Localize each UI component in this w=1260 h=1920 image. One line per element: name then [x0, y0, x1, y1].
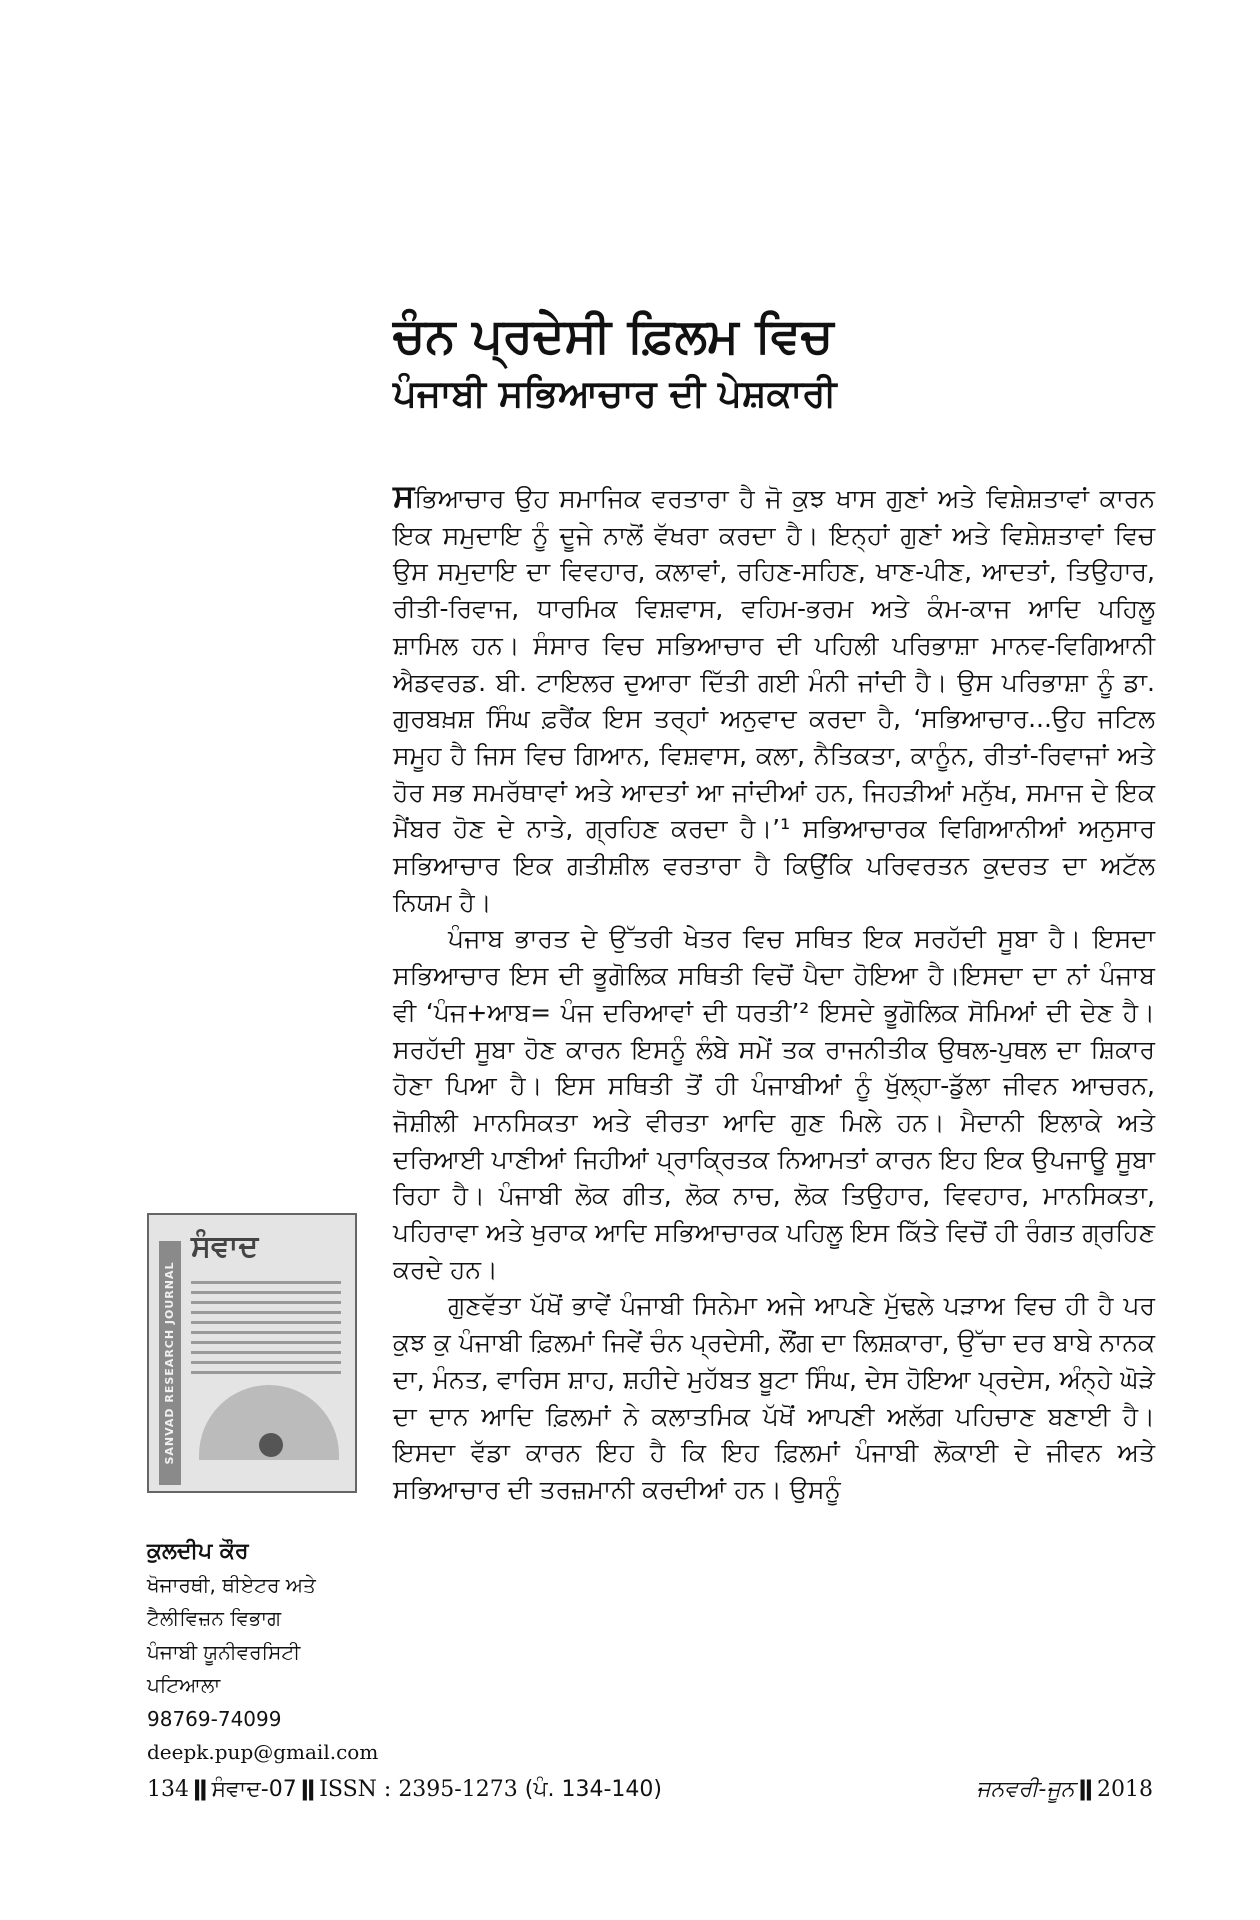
paragraph-2: ਪੰਜਾਬ ਭਾਰਤ ਦੇ ਉੱਤਰੀ ਖੇਤਰ ਵਿਚ ਸਥਿਤ ਇਕ ਸਰਹੱਦੀ ਸੂਬਾ ਹੈ। ਇਸਦਾ ਸਭਿਆਚਾਰ ਇਸ ਦੀ ਭੂਗੋਲਿਕ ਸਥਿਤੀ ਵਿਚੋਂ ਪੈਦਾ ਹੋਇਆ ਹੈ।ਇਸਦਾ ਦਾ ਨਾਂ ਪੰਜਾਬ ਵੀ ‘ਪੰਜ+ਆਬ= ਪੰਜ ਦਰਿਆਵਾਂ ਦੀ ਧਰਤੀ’² ਇਸਦੇ ਭੂਗੋਲਿਕ ਸੋਮਿਆਂ ਦੀ ਦੇਣ ਹੈ। ਸਰਹੱਦੀ ਸੂਬਾ ਹੋਣ ਕਾਰਨ ਇਸਨੂੰ ਲੰਬੇ ਸਮੇਂ ਤਕ ਰਾਜਨੀਤੀਕ ਉਥਲ-ਪੁਥਲ ਦਾ ਸ਼ਿਕਾਰ ਹੋਣਾ ਪਿਆ ਹੈ। ਇਸ ਸਥਿਤੀ ਤੋਂ ਹੀ ਪੰਜਾਬੀਆਂ ਨੂੰ ਖੁੱਲ੍ਹਾ-ਡੁੱਲਾ ਜੀਵਨ ਆਚਰਨ, ਜੋਸ਼ੀਲੀ ਮਾਨਸਿਕਤਾ ਅਤੇ ਵੀਰਤਾ ਆਦਿ ਗੁਣ ਮਿਲੇ ਹਨ। ਮੈਦਾਨੀ ਇਲਾਕੇ ਅਤੇ ਦਰਿਆਈ ਪਾਣੀਆਂ ਜਿਹੀਆਂ ਪ੍ਰਾਕ੍ਰਿਤਕ ਨਿਆਮਤਾਂ ਕਾਰਨ ਇਹ ਇਕ ਉਪਜਾਊ ਸੂਬਾ ਰਿਹਾ ਹੈ। ਪੰਜਾਬੀ ਲੋਕ ਗੀਤ, ਲੋਕ ਨਾਚ, ਲੋਕ ਤਿਉਹਾਰ, ਵਿਵਹਾਰ, ਮਾਨਸਿਕਤਾ, ਪਹਿਰਾਵਾ ਅਤੇ ਖੁਰਾਕ ਆਦਿ ਸਭਿਆਚਾਰਕ ਪਹਿਲੂ ਇਸ ਕਿੱਤੇ ਵਿਚੋਂ ਹੀ ਰੰਗਤ ਗ੍ਰਹਿਣ ਕਰਦੇ ਹਨ। — [393, 924, 1155, 1284]
title-line-1: ਚੰਨ ਪ੍ਰਦੇਸੀ ਫ਼ਿਲਮ ਵਿਚ — [393, 308, 834, 364]
footer-separator: ǁ — [1078, 1777, 1093, 1802]
cover-masthead: ਸੰਵਾਦ — [191, 1229, 259, 1264]
cover-seal-icon — [259, 1433, 283, 1457]
article-title — [393, 306, 1153, 422]
author-phone: 98769-74099 — [147, 1706, 282, 1731]
author-name: ਕੁਲਦੀਪ ਕੌਰ — [147, 1539, 249, 1564]
paragraph-3: ਗੁਣਵੱਤਾ ਪੱਖੋਂ ਭਾਵੇਂ ਪੰਜਾਬੀ ਸਿਨੇਮਾ ਅਜੇ ਆਪਣੇ ਮੁੱਢਲੇ ਪੜਾਅ ਵਿਚ ਹੀ ਹੈ ਪਰ ਕੁਝ ਕੁ ਪੰਜਾਬੀ ਫ਼ਿਲਮਾਂ ਜਿਵੇਂ ਚੰਨ ਪ੍ਰਦੇਸੀ, ਲੌਂਗ ਦਾ ਲਿਸ਼ਕਾਰਾ, ਉੱਚਾ ਦਰ ਬਾਬੇ ਨਾਨਕ ਦਾ, ਮੰਨਤ, ਵਾਰਿਸ ਸ਼ਾਹ, ਸ਼ਹੀਦੇ ਮੁਹੱਬਤ ਬੂਟਾ ਸਿੰਘ, ਦੇਸ ਹੋਇਆ ਪ੍ਰਦੇਸ, ਅੰਨ੍ਹੇ ਘੋੜੇ ਦਾ ਦਾਨ ਆਦਿ ਫ਼ਿਲਮਾਂ ਨੇ ਕਲਾਤਮਿਕ ਪੱਖੋਂ ਆਪਣੀ ਅਲੱਗ ਪਹਿਚਾਣ ਬਣਾਈ ਹੈ। ਇਸਦਾ ਵੱਡਾ ਕਾਰਨ ਇਹ ਹੈ ਕਿ ਇਹ ਫ਼ਿਲਮਾਂ ਪੰਜਾਬੀ ਲੋਕਾਈ ਦੇ ਜੀਵਨ ਅਤੇ ਸਭਿਆਚਾਰ ਦੀ ਤਰਜ਼ਮਾਨੀ ਕਰਦੀਆਂ ਹਨ। ਉਸਨੂੰ — [393, 1291, 1155, 1504]
author-affiliation-4: ਪਟਿਆਲਾ — [147, 1673, 221, 1697]
cover-contents-lines — [191, 1281, 341, 1381]
paragraph-1 — [393, 478, 1155, 921]
page-number: 134 — [147, 1777, 189, 1802]
issue-period: ਜਨਵਰੀ-ਜੂਨ — [976, 1777, 1075, 1802]
drop-cap: ਸ — [393, 477, 415, 515]
author-info — [147, 1535, 377, 1770]
journal-cover-image — [147, 1213, 357, 1493]
author-affiliation-2: ਟੈਲੀਵਿਜ਼ਨ ਵਿਭਾਗ — [147, 1606, 282, 1630]
title-line-2: ਪੰਜਾਬੀ ਸਭਿਆਚਾਰ ਦੀ ਪੇਸ਼ਕਾਰੀ — [393, 372, 837, 415]
issue-year: 2018 — [1097, 1777, 1153, 1802]
issn: ISSN : 2395-1273 — [319, 1777, 518, 1802]
page-range: (ਪੰ. 134-140) — [524, 1777, 662, 1802]
footer-separator: ǁ — [193, 1777, 208, 1802]
footer-separator: ǁ — [300, 1777, 316, 1802]
author-affiliation-1: ਖੋਜਾਰਥੀ, ਥੀਏਟਰ ਅਤੇ — [147, 1572, 316, 1597]
footer-right — [976, 1775, 1153, 1805]
cover-spine — [159, 1241, 181, 1485]
paragraph-1-text: ਭਿਆਚਾਰ ਉਹ ਸਮਾਜਿਕ ਵਰਤਾਰਾ ਹੈ ਜੋ ਕੁਝ ਖਾਸ ਗੁਣਾਂ ਅਤੇ ਵਿਸ਼ੇਸ਼ਤਾਵਾਂ ਕਾਰਨ ਇਕ ਸਮੁਦਾਇ ਨੂੰ ਦੂਜੇ ਨਾਲੋਂ ਵੱਖਰਾ ਕਰਦਾ ਹੈ। ਇਨ੍ਹਾਂ ਗੁਣਾਂ ਅਤੇ ਵਿਸ਼ੇਸ਼ਤਾਵਾਂ ਵਿਚ ਉਸ ਸਮੁਦਾਇ ਦਾ ਵਿਵਹਾਰ, ਕਲਾਵਾਂ, ਰਹਿਣ-ਸਹਿਣ, ਖਾਣ-ਪੀਣ, ਆਦਤਾਂ, ਤਿਉਹਾਰ, ਰੀਤੀ-ਰਿਵਾਜ, ਧਾਰਮਿਕ ਵਿਸ਼ਵਾਸ, ਵਹਿਮ-ਭਰਮ ਅਤੇ ਕੰਮ-ਕਾਜ ਆਦਿ ਪਹਿਲੂ ਸ਼ਾਮਿਲ ਹਨ। ਸੰਸਾਰ ਵਿਚ ਸਭਿਆਚਾਰ ਦੀ ਪਹਿਲੀ ਪਰਿਭਾਸ਼ਾ ਮਾਨਵ-ਵਿਗਿਆਨੀ ਐਡਵਰਡ. ਬੀ. ਟਾਇਲਰ ਦੁਆਰਾ ਦਿੱਤੀ ਗਈ ਮੰਨੀ ਜਾਂਦੀ ਹੈ। ਉਸ ਪਰਿਭਾਸ਼ਾ ਨੂੰ ਡਾ. ਗੁਰਬਖ਼ਸ਼ ਸਿੰਘ ਫ਼ਰੈਂਕ ਇਸ ਤਰ੍ਹਾਂ ਅਨੁਵਾਦ ਕਰਦਾ ਹੈ, ‘ਸਭਿਆਚਾਰ...ਉਹ ਜਟਿਲ ਸਮੂਹ ਹੈ ਜਿਸ ਵਿਚ ਗਿਆਨ, ਵਿਸ਼ਵਾਸ, ਕਲਾ, ਨੈਤਿਕਤਾ, ਕਾਨੂੰਨ, ਰੀਤਾਂ-ਰਿਵਾਜਾਂ ਅਤੇ ਹੋਰ ਸਭ ਸਮਰੱਥਾਵਾਂ ਅਤੇ ਆਦਤਾਂ ਆ ਜਾਂਦੀਆਂ ਹਨ, ਜਿਹੜੀਆਂ ਮਨੁੱਖ, ਸਮਾਜ ਦੇ ਇਕ ਮੈਂਬਰ ਹੋਣ ਦੇ ਨਾਤੇ, ਗ੍ਰਹਿਣ ਕਰਦਾ ਹੈ।’¹ ਸਭਿਆਚਾਰਕ ਵਿਗਿਆਨੀਆਂ ਅਨੁਸਾਰ ਸਭਿਆਚਾਰ ਇਕ ਗਤੀਸ਼ੀਲ ਵਰਤਾਰਾ ਹੈ ਕਿਉਂਕਿ ਪਰਿਵਰਤਨ ਕੁਦਰਤ ਦਾ ਅਟੱਲ ਨਿਯਮ ਹੈ। — [393, 484, 1155, 917]
footer-left — [147, 1775, 662, 1805]
page-footer — [147, 1775, 1153, 1805]
cover-spine-text: SANVAD RESEARCH JOURNAL — [163, 1261, 176, 1465]
journal-issue: ਸੰਵਾਦ-07 — [211, 1777, 297, 1802]
author-affiliation-3: ਪੰਜਾਬੀ ਯੂਨੀਵਰਸਿਟੀ — [147, 1639, 301, 1664]
author-email: deepk.pup@gmail.com — [147, 1740, 379, 1764]
article-body — [393, 478, 1155, 1509]
